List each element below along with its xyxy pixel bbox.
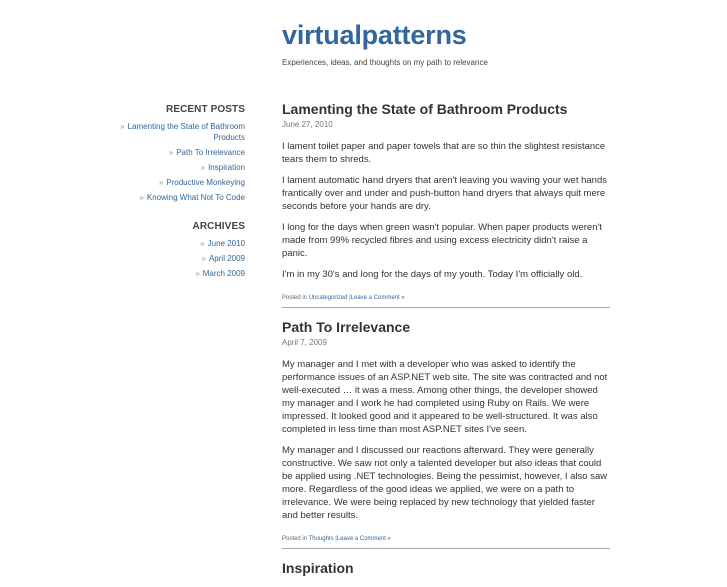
category-link[interactable]: Thoughts [308,536,334,542]
archives-heading: ARCHIVES [192,221,245,232]
post-paragraph: My manager and I discussed our reactions afterward. They were generally constructive. We saw not only a talented developer but also ideas that could be applied using .NET technologies. Being the pessimist, however, I also saw more. Regardless of the good ideas we applied, we were on a path to irrelevance. We were being replaced by new technology that yielded faster and better results. [282,445,608,521]
recent-posts-list [120,121,245,203]
post-meta [282,295,612,301]
post [282,100,612,308]
bullet-icon: » [200,239,205,248]
recent-post-item [120,121,245,143]
posted-in-label: Posted in [282,536,308,542]
meta-separator: | [335,536,337,542]
recent-post-link[interactable]: Productive Monkeying [166,178,245,187]
post-title-link[interactable]: Path To Irrelevance [282,319,411,335]
post-title-link[interactable]: Lamenting the State of Bathroom Products [282,101,568,117]
bullet-icon: » [139,193,144,202]
post-date: June 27, 2010 [282,120,333,129]
bullet-icon: » [200,163,206,172]
recent-post-link[interactable]: Knowing What Not To Code [146,193,245,202]
bullet-icon: » [158,178,164,187]
recent-post-link[interactable]: Lamenting the State of Bathroom Products [127,122,245,142]
post [282,318,612,549]
bullet-icon: » [201,254,206,263]
post-paragraph: I lament automatic hand dryers that aren't leaving you waving your wet hands frantically over and under and push-button hand dryers that always quit mere seconds before your hands are dry. [282,175,607,212]
post-title-link[interactable]: Inspiration [282,560,354,576]
leave-comment-link[interactable]: Leave a Comment » [336,536,391,542]
recent-post-item [120,192,245,203]
recent-post-item [120,147,245,158]
post [282,559,612,577]
post-paragraph: I long for the days when green wasn't popular. When paper products weren't made from 99% recycled fibres and using excess electricity didn't raise a panic. [282,222,602,259]
post-meta [282,536,612,542]
category-link[interactable]: Uncategorized [308,295,348,301]
recent-posts-heading: RECENT POSTS [166,104,245,115]
post-divider [282,548,610,549]
leave-comment-link[interactable]: Leave a Comment » [350,295,405,301]
archives-list [120,238,245,279]
recent-post-item [120,177,245,188]
recent-post-item [120,162,245,173]
archive-link[interactable]: April 2009 [208,254,245,263]
meta-separator: | [349,295,351,301]
archive-item [120,268,245,279]
post-paragraph: I'm in my 30's and long for the days of my youth. Today I'm officially old. [282,269,583,280]
post-date: April 7, 2009 [282,338,327,347]
post-divider [282,307,610,308]
archive-item [120,253,245,264]
post-paragraph: I lament toilet paper and paper towels that are so thin the slightest resistance tears them to shreds. [282,141,606,165]
site-title[interactable]: virtualpatterns [282,20,467,50]
site-tagline: Experiences, ideas, and thoughts on my path to relevance [282,58,488,67]
sidebar [120,104,245,297]
bullet-icon: » [195,269,200,278]
recent-post-link[interactable]: Path To Irrelevance [176,148,245,157]
post-paragraph: My manager and I met with a developer who was asked to identify the performance issues of an ASP.NET web site. The site was contracted and not well-executed … it was a mess. Among other things, the developer showed my manager and I work he had completed using Ruby on Rails. We were impressed. It looked good and it appeared to be well-structured. It was also completed in less time than most ASP.NET sites I've seen. [282,359,608,435]
archive-link[interactable]: March 2009 [202,269,245,278]
recent-post-link[interactable]: Inspiration [208,163,245,172]
main-content [282,100,612,587]
bullet-icon: » [168,148,174,157]
archive-link[interactable]: June 2010 [207,239,245,248]
bullet-icon: » [120,122,125,131]
posted-in-label: Posted in [282,295,308,301]
archive-item [120,238,245,249]
